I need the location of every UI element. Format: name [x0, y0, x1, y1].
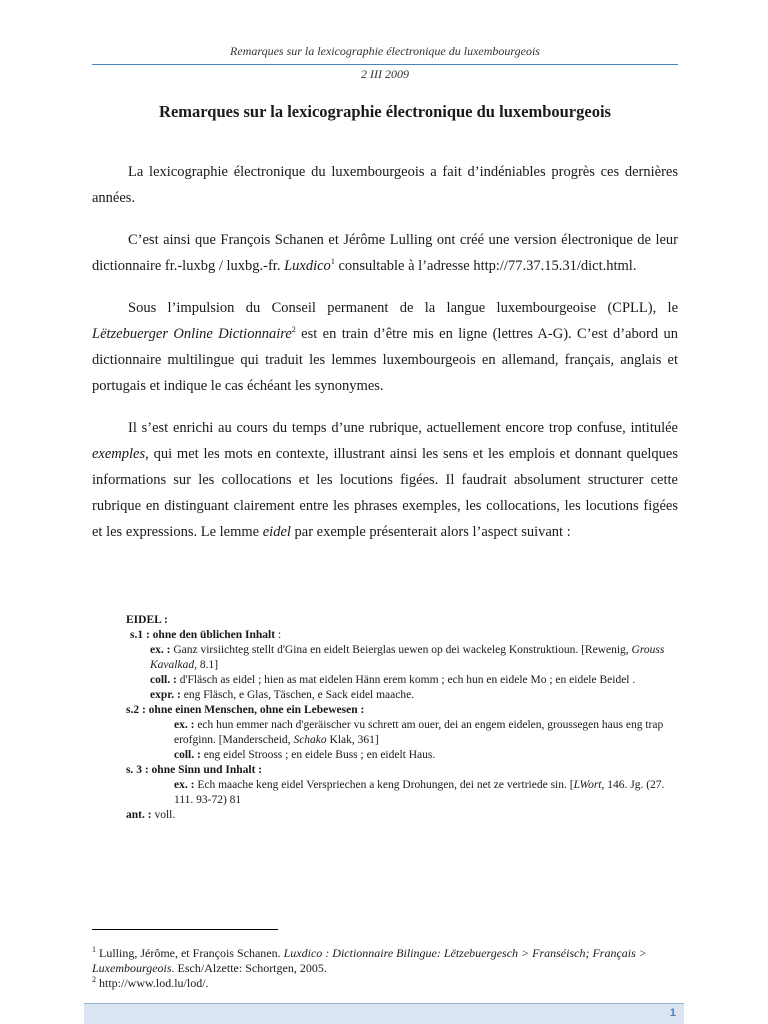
header-rule	[92, 64, 678, 65]
sense-1-coll-text: d'Fläsch as eidel ; hien as mat eidelen Hänn erem komm ; ech hun en eidele Mo ; en eidele Beidel .	[176, 674, 636, 686]
sense-1-collocations	[126, 673, 678, 688]
footnote-separator	[92, 929, 278, 930]
paragraph-1-text: La lexicographie électronique du luxembourgeois a fait d’indéniables progrès ces dernières années.	[92, 164, 678, 206]
footnote-2-link[interactable]: http://www.lod.lu/lod/.	[96, 976, 209, 990]
footnote-1	[92, 946, 688, 976]
sense-1-coll-label: coll. :	[150, 674, 177, 686]
sense-3-example	[174, 778, 678, 808]
sense-1-label	[130, 628, 678, 643]
sense-2-ex-label: ex. :	[174, 719, 195, 731]
paragraph-2-text-b: consultable à l’adresse http://77.37.15.31/dict.html.	[334, 258, 637, 274]
sense-3-ex-source: LWort	[573, 779, 602, 791]
paragraph-4-text-b: , qui met les mots en contexte, illustrant ainsi les sens et les emplois et donnant quelques informations sur les collocations et les locutions figées. Il faudrait absolument structurer cette rubrique en distinguant clairement entre les phrases exemples, les collocations, les locutions figées et les expressions. Le lemme	[92, 446, 678, 540]
header-date: 2 III 2009	[361, 67, 409, 81]
paragraph-3-text-b: est en train d’être mis en ligne (lettres A-G). C’est d’abord un dictionnaire multilingue qui traduit les lemmes luxembourgeois en allemand, français, anglais et portugais et indique le cas échéant les synonymes.	[92, 326, 678, 394]
sense-1-label-text: s.1 : ohne den üblichen Inhalt	[130, 629, 276, 641]
paragraph-4	[92, 415, 678, 545]
paragraph-4-text-a: Il s’est enrichi au cours du temps d’une rubrique, actuellement encore trop confuse, intitulée	[128, 420, 678, 436]
sense-2-ex-text: ech hun emmer nach d'geräischer vu schrett am ouer, dei an engem eidelen, groussegen haus eng trap erofginn. [Manderscheid,	[174, 719, 664, 746]
paragraph-3-text-a: Sous l’impulsion du Conseil permanent de la langue luxembourgeoise (CPLL), le	[128, 300, 678, 316]
sense-2-label: s.2 : ohne einen Menschen, ohne ein Lebewesen :	[126, 704, 365, 716]
sense-1-expressions	[126, 688, 678, 703]
sense-1-ex-source: Grouss Kavalkad	[150, 644, 665, 671]
sense-2-collocations	[174, 748, 678, 763]
sense-2-ex-end: Klak, 361]	[326, 734, 379, 746]
luxdico-italic: Luxdico	[284, 258, 331, 274]
entry-headword: EIDEL :	[126, 614, 168, 626]
footnote-1-text-b: . Esch/Alzette: Schortgen, 2005.	[171, 961, 327, 975]
document-title: Remarques sur la lexicographie électronique du luxembourgeois	[159, 102, 611, 121]
lod-italic: Lëtzebuerger Online Dictionnaire	[92, 326, 292, 342]
antonym-line	[126, 808, 678, 823]
sense-2-example	[174, 718, 678, 748]
paragraph-4-text-c: par exemple présenterait alors l’aspect suivant :	[290, 524, 571, 540]
running-header: Remarques sur la lexicographie électronique du luxembourgeois	[230, 44, 540, 58]
footnote-2-number: 2	[92, 975, 96, 984]
body-text	[92, 159, 678, 561]
eidel-italic: eidel	[262, 524, 291, 540]
sense-2-coll-text: eng eidel Strooss ; en eidele Buss ; en eidelt Haus.	[200, 749, 436, 761]
sense-1-ex-text: Ganz virsiichteg stellt d'Gina en eidelt Beierglas uewen op dei wackeleg Konstruktioun. [Rewenig,	[170, 644, 632, 656]
sense-3-ex-text: Ech maache keng eidel Verspriechen a keng Drohungen, dei net ze vertriede sin. [	[194, 779, 574, 791]
footnote-ref-2[interactable]: 2	[291, 325, 296, 335]
sense-1-ex-label: ex. :	[150, 644, 171, 656]
page-number: 1	[669, 1007, 676, 1019]
footnote-2	[92, 976, 688, 991]
dictionary-entry	[126, 613, 678, 823]
sense-1-ex-end: , 8.1]	[194, 659, 219, 671]
sense-2-coll-label: coll. :	[174, 749, 201, 761]
exemples-italic: exemples	[92, 446, 146, 462]
paragraph-2	[92, 227, 678, 279]
paragraph-1	[92, 159, 678, 211]
sense-3-label: s. 3 : ohne Sinn und Inhalt :	[126, 764, 263, 776]
footnote-1-title: Luxdico : Dictionnaire Bilingue: Lëtzebuergesch > Franséisch; Français > Luxembourgeois	[92, 946, 647, 975]
page-footer-band	[84, 1003, 684, 1024]
sense-3-ex-label: ex. :	[174, 779, 195, 791]
sense-1-expr-label: expr. :	[150, 689, 181, 701]
sense-1-example	[126, 643, 678, 673]
footnotes	[92, 946, 688, 991]
paragraph-3	[92, 295, 678, 399]
footnote-1-text-a: Lulling, Jérôme, et François Schanen.	[96, 946, 284, 960]
sense-3-ex-end: , 146. Jg. (27. 111. 93-72) 81	[174, 779, 665, 806]
antonym-label: ant. :	[126, 809, 152, 821]
sense-1-colon: :	[275, 629, 282, 641]
footnote-ref-1[interactable]: 1	[330, 257, 335, 267]
antonym-text: voll.	[151, 809, 176, 821]
sense-1-expr-text: eng Fläsch, e Glas, Täschen, e Sack eidel maache.	[180, 689, 415, 701]
footnote-1-number: 1	[92, 945, 96, 954]
paragraph-2-text-a: C’est ainsi que François Schanen et Jérôme Lulling ont créé une version électronique de leur dictionnaire fr.-luxbg / luxbg.-fr.	[92, 232, 678, 274]
sense-2-ex-source: Schako	[293, 734, 327, 746]
